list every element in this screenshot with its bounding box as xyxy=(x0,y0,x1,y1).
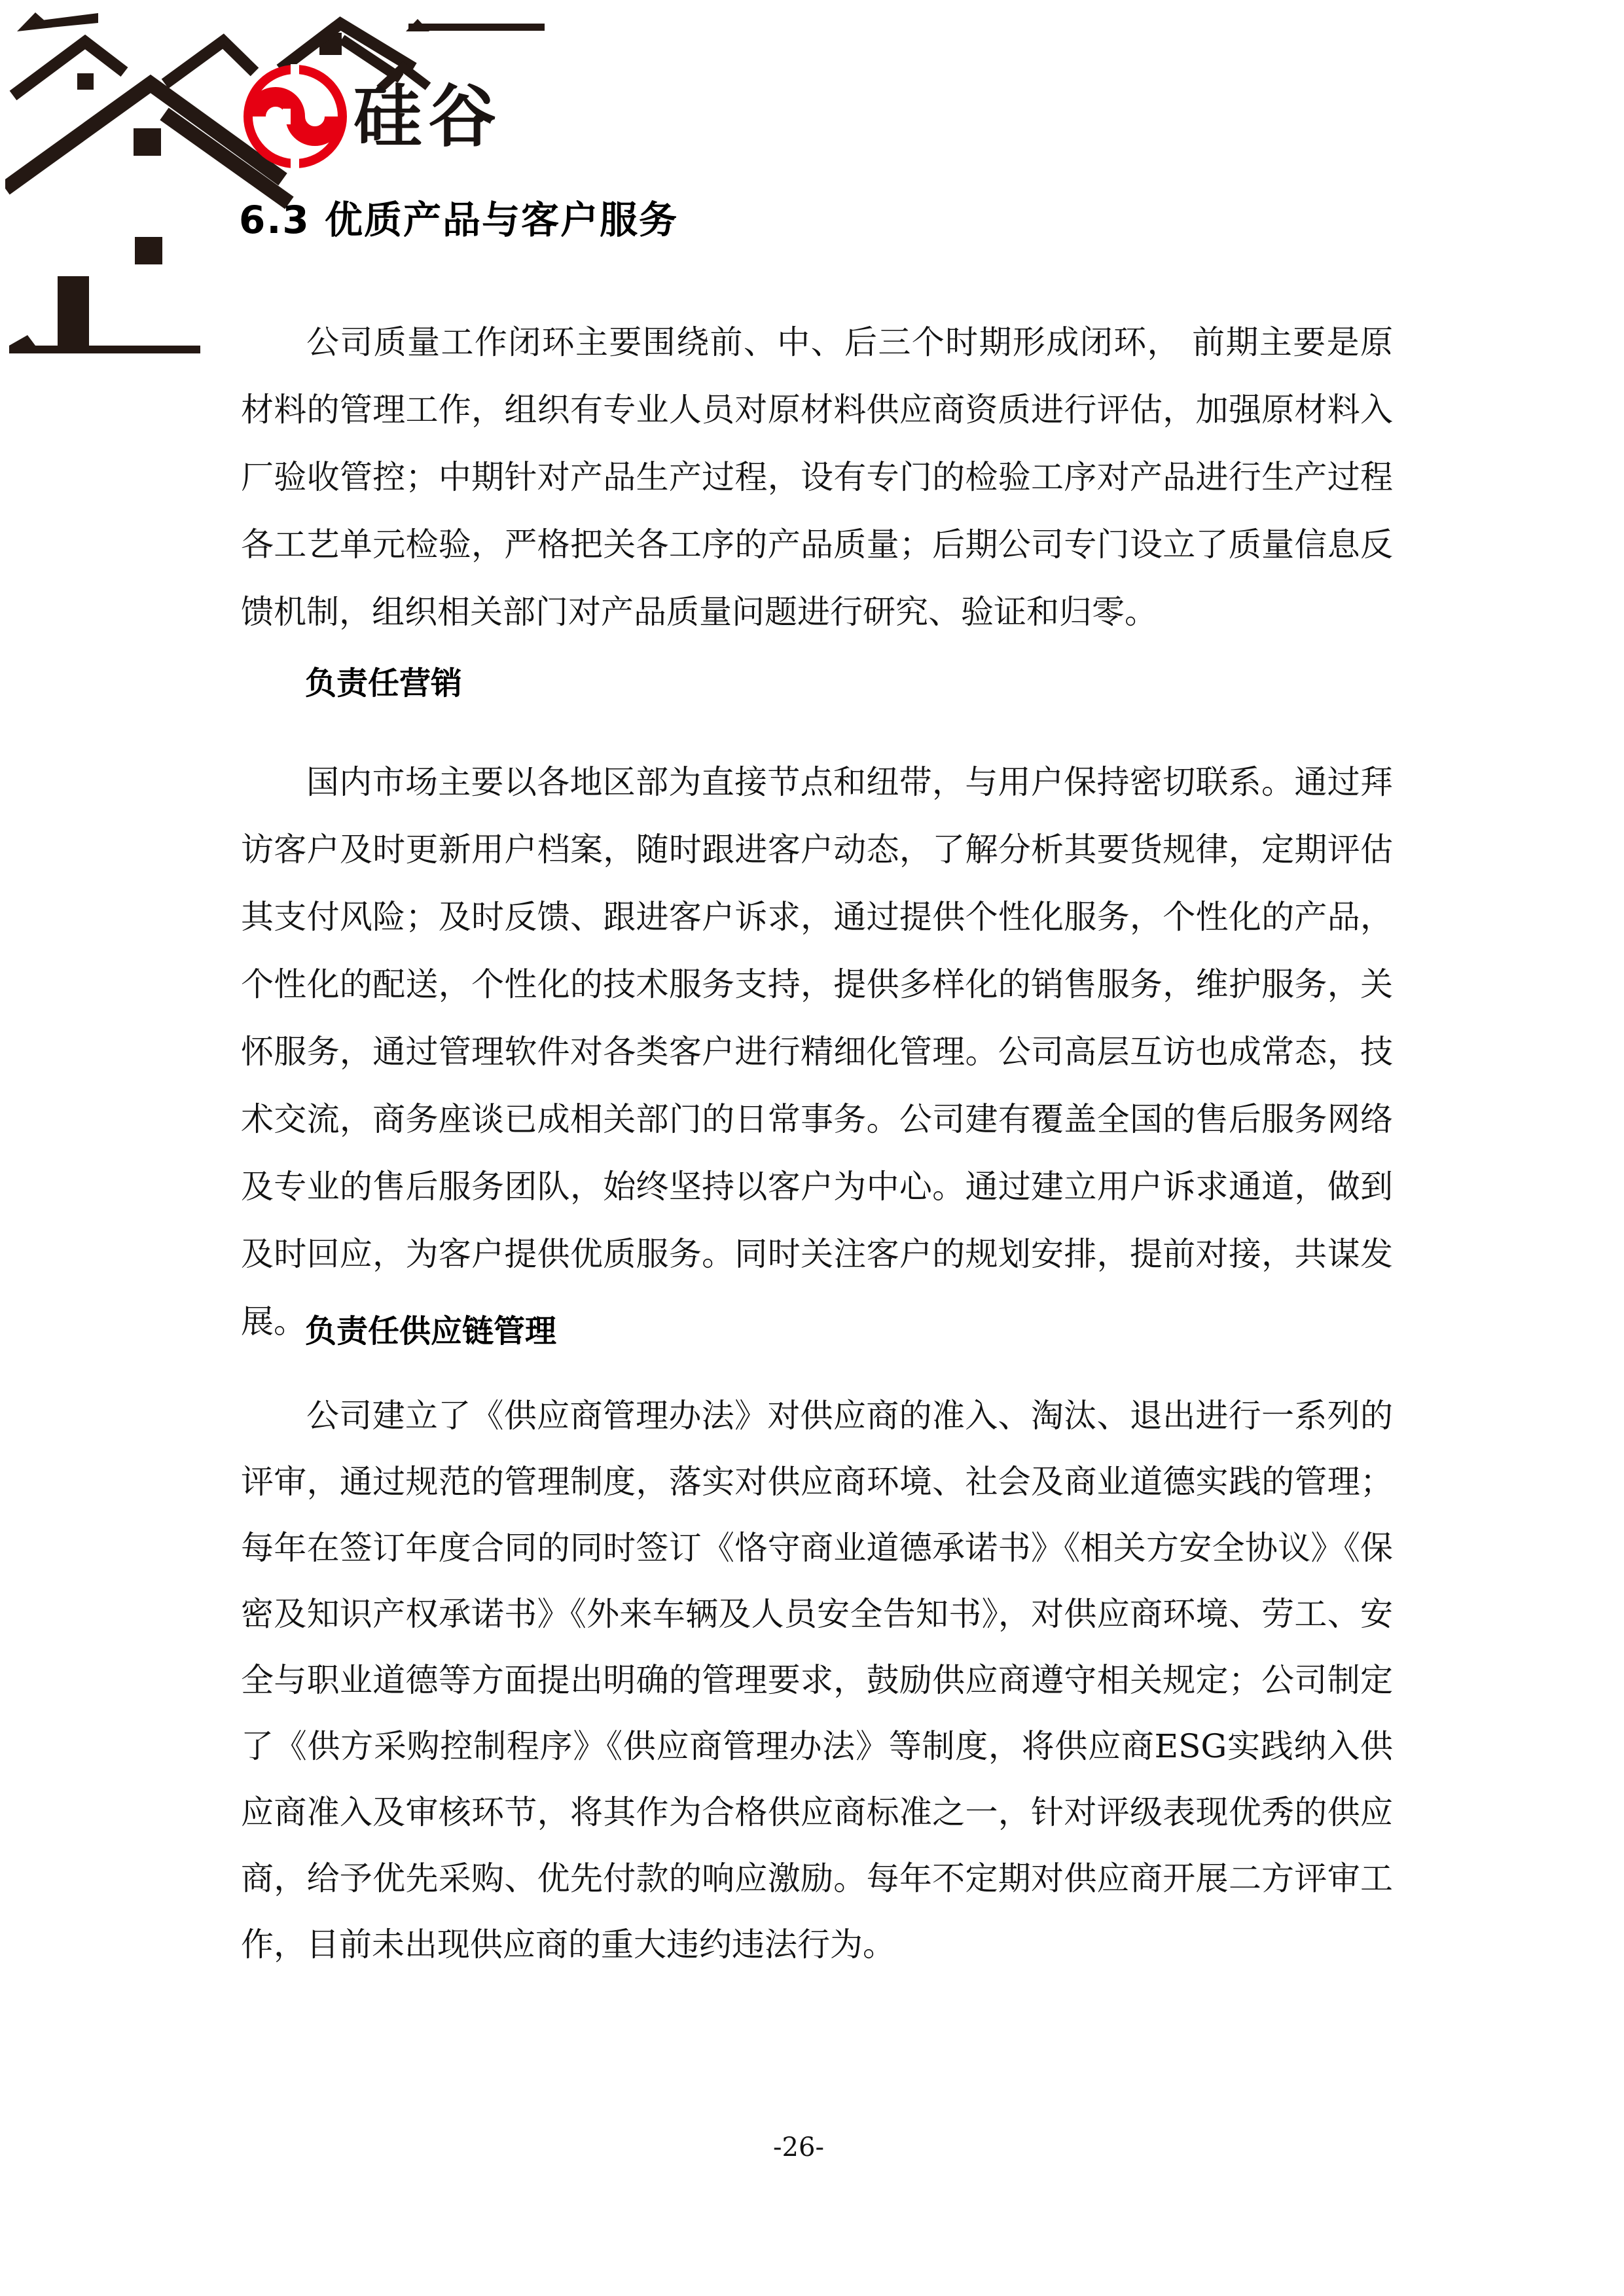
subheading-responsible-supply-chain: 负责任供应链管理 xyxy=(305,1313,557,1350)
roofline xyxy=(165,41,255,84)
paragraph-responsible-supply-chain: 公司建立了《供应商管理办法》对供应商的准入、淘汰、退出进行一系列的评审，通过规范的管理制度，落实对供应商环境、社会及商业道德实践的管理；每年在签订年度合同的同时签订《恪守商业道德承诺书》《相关方安全协议》《保密及知识产权承诺书》《外来车辆及人员安全告知书》，对供应商环境、劳工、安全与职业道德等方面提出明确的管理要求，鼓励供应商遵守相关规定；公司制定了《供方采购控制程序》《供应商管理办法》等制度，将供应商ESG实践纳入供应商准入及审核环节，将其作为合格供应商标准之一，针对评级表现优秀的供应商，给予优先采购、优先付款的响应激励。每年不定期对供应商开展二方评审工作，目前未出现供应商的重大违约违法行为。 xyxy=(241,1397,1393,1964)
roofline xyxy=(13,42,124,96)
ground-line xyxy=(9,346,200,353)
paragraph-quality-loop: 公司质量工作闭环主要围绕前、中、后三个时期形成闭环， 前期主要是原材料的管理工作，组织有专业人员对原材料供应商资质进行评估，加强原材料入厂验收管控；中期针对产品生产过程，设有专门的检验工序对产品进行生产过程各工艺单元检验，严格把关各工序的产品质量；后期公司专门设立了质量信息反馈机制，组织相关部门对产品质量问题进行研究、验证和归零。 xyxy=(241,323,1393,631)
section-heading: 6.3 优质产品与客户服务 xyxy=(239,198,678,242)
logo-wordmark: 硅谷 xyxy=(353,77,503,156)
subheading-responsible-marketing: 负责任营销 xyxy=(305,665,463,702)
flag-bar-right xyxy=(408,24,545,31)
ground-triangle xyxy=(9,335,35,346)
page-number: -26- xyxy=(773,2132,824,2162)
chimney xyxy=(58,276,89,350)
logo-s-mark-icon xyxy=(248,64,342,169)
window-square xyxy=(77,73,94,90)
flag-bar-left xyxy=(31,13,98,29)
window-square xyxy=(134,128,161,156)
window-square xyxy=(135,237,162,264)
paragraph-responsible-marketing: 国内市场主要以各地区部为直接节点和纽带，与用户保持密切联系。通过拜访客户及时更新用户档案，随时跟进客户动态，了解分析其要货规律，定期评估其支付风险；及时反馈、跟进客户诉求，通过提供个性化服务，个性化的产品，个性化的配送，个性化的技术服务支持，提供多样化的销售服务，维护服务，关怀服务，通过管理软件对各类客户进行精细化管理。公司高层互访也成常态，技术交流，商务座谈已成相关部门的日常事务。公司建有覆盖全国的售后服务网络及专业的售后服务团队，始终坚持以客户为中心。通过建立用户诉求通道，做到及时回应，为客户提供优质服务。同时关注客户的规划安排，提前对接，共谋发展。 xyxy=(241,763,1393,1340)
